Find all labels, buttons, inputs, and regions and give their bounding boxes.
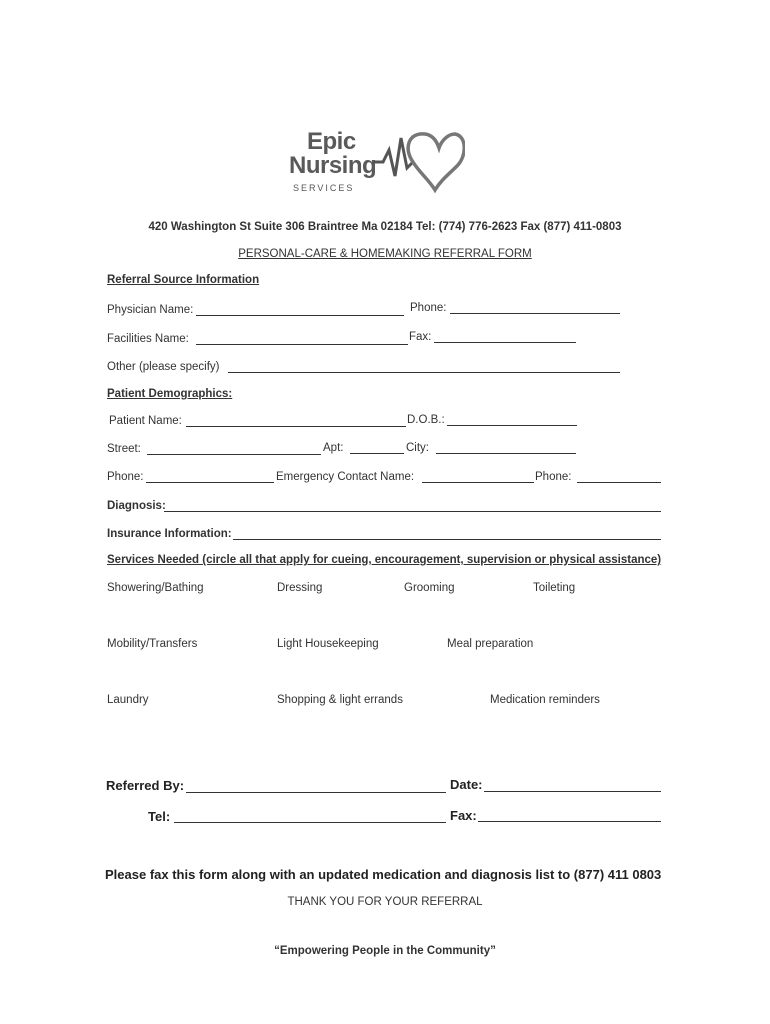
referred-by-label: Referred By: bbox=[106, 778, 185, 793]
referred-date-label: Date: bbox=[450, 777, 483, 792]
service-light-housekeeping[interactable]: Light Housekeeping bbox=[277, 638, 379, 650]
facilities-name-label: Facilities Name: bbox=[107, 333, 189, 345]
street-label: Street: bbox=[107, 443, 141, 455]
other-specify-label: Other (please specify) bbox=[107, 361, 220, 373]
logo-word-nursing: Nursing bbox=[289, 152, 377, 179]
facilities-fax-field[interactable] bbox=[434, 342, 576, 343]
physician-phone-label: Phone: bbox=[410, 302, 447, 314]
emergency-phone-label: Phone: bbox=[535, 471, 572, 483]
referred-fax-field[interactable] bbox=[478, 821, 661, 822]
referred-tel-field[interactable] bbox=[174, 822, 446, 823]
emergency-contact-label: Emergency Contact Name: bbox=[276, 471, 415, 483]
insurance-label: Insurance Information: bbox=[107, 528, 232, 540]
referred-date-field[interactable] bbox=[484, 791, 661, 792]
referred-tel-label: Tel: bbox=[148, 809, 171, 824]
diagnosis-field[interactable] bbox=[164, 511, 661, 512]
thank-you-text: THANK YOU FOR YOUR REFERRAL bbox=[287, 896, 483, 908]
service-dressing[interactable]: Dressing bbox=[277, 582, 323, 594]
street-field[interactable] bbox=[147, 454, 321, 455]
facilities-name-field[interactable] bbox=[196, 344, 408, 345]
emergency-phone-field[interactable] bbox=[577, 482, 661, 483]
facilities-fax-label: Fax: bbox=[409, 331, 432, 343]
company-motto: “Empowering People in the Community” bbox=[274, 945, 496, 957]
patient-phone-field[interactable] bbox=[146, 482, 274, 483]
form-title: PERSONAL-CARE & HOMEMAKING REFERRAL FORM bbox=[238, 248, 532, 260]
city-label: City: bbox=[406, 442, 429, 454]
fax-instruction: Please fax this form along with an updated medication and diagnosis list to (877) 411 0803 bbox=[105, 867, 662, 882]
service-shopping-errands[interactable]: Shopping & light errands bbox=[277, 694, 403, 706]
service-meal-preparation[interactable]: Meal preparation bbox=[447, 638, 534, 650]
physician-name-label: Physician Name: bbox=[107, 304, 194, 316]
diagnosis-label: Diagnosis: bbox=[107, 500, 166, 512]
service-showering-bathing[interactable]: Showering/Bathing bbox=[107, 582, 204, 594]
referred-fax-label: Fax: bbox=[450, 808, 477, 823]
company-logo bbox=[285, 128, 465, 200]
physician-phone-field[interactable] bbox=[450, 313, 620, 314]
patient-name-field[interactable] bbox=[186, 426, 406, 427]
patient-demographics-heading: Patient Demographics: bbox=[107, 388, 233, 400]
physician-name-field[interactable] bbox=[196, 315, 404, 316]
service-laundry[interactable]: Laundry bbox=[107, 694, 149, 706]
patient-name-label: Patient Name: bbox=[109, 415, 182, 427]
services-heading: Services Needed (circle all that apply for cueing, encouragement, supervision or physical assistance) bbox=[107, 554, 662, 566]
dob-field[interactable] bbox=[447, 425, 577, 426]
other-specify-field[interactable] bbox=[228, 372, 620, 373]
service-mobility-transfers[interactable]: Mobility/Transfers bbox=[107, 638, 198, 650]
logo-word-epic: Epic bbox=[307, 128, 356, 155]
city-field[interactable] bbox=[436, 453, 576, 454]
apt-field[interactable] bbox=[350, 453, 404, 454]
emergency-contact-field[interactable] bbox=[422, 482, 534, 483]
referral-source-heading: Referral Source Information bbox=[107, 274, 260, 286]
dob-label: D.O.B.: bbox=[407, 414, 445, 426]
service-grooming[interactable]: Grooming bbox=[404, 582, 455, 594]
heartbeat-heart-icon bbox=[373, 128, 465, 194]
insurance-field[interactable] bbox=[233, 539, 661, 540]
logo-word-services: SERVICES bbox=[293, 183, 355, 193]
service-medication-reminders[interactable]: Medication reminders bbox=[490, 694, 600, 706]
patient-phone-label: Phone: bbox=[107, 471, 144, 483]
company-address: 420 Washington St Suite 306 Braintree Ma 02184 Tel: (774) 776-2623 Fax (877) 411-0803 bbox=[148, 221, 622, 233]
service-toileting[interactable]: Toileting bbox=[533, 582, 576, 594]
apt-label: Apt: bbox=[323, 442, 344, 454]
referred-by-field[interactable] bbox=[186, 792, 446, 793]
